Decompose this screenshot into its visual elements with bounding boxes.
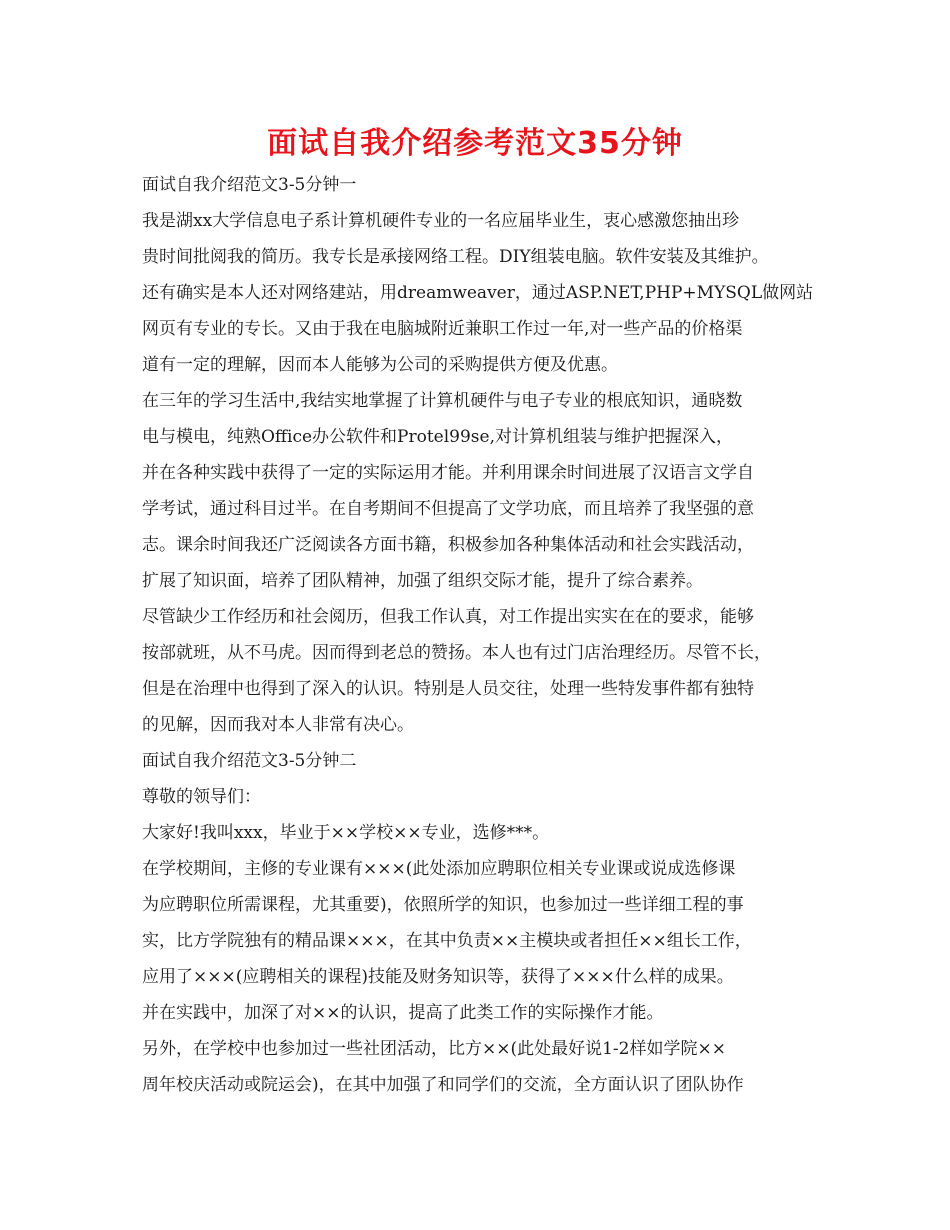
text-line: 尊敬的领导们： bbox=[142, 787, 261, 807]
text-line: 按部就班，从不马虎。因而得到老总的赞扬。本人也有过门店治理经历。尽管不长， bbox=[142, 643, 771, 663]
text-line: 面试自我介绍范文3-5分钟一 bbox=[142, 175, 357, 195]
text-line: 大家好!我叫xxx，毕业于××学校××专业，选修***。 bbox=[142, 823, 550, 843]
text-line: 但是在治理中也得到了深入的认识。特别是人员交往，处理一些特发事件都有独特 bbox=[142, 679, 754, 699]
text-line: 周年校庆活动或院运会)，在其中加强了和同学们的交流，全方面认识了团队协作 bbox=[142, 1075, 744, 1095]
text-line: 志。课余时间我还广泛阅读各方面书籍，积极参加各种集体活动和社会实践活动， bbox=[142, 535, 754, 555]
text-line: 贵时间批阅我的简历。我专长是承接网络工程。DIY组装电脑。软件安装及其维护。 bbox=[142, 247, 769, 267]
text-line: 为应聘职位所需课程，尤其重要)，依照所学的知识，也参加过一些详细工程的事 bbox=[142, 895, 744, 915]
text-line: 我是湖xx大学信息电子系计算机硬件专业的一名应届毕业生，衷心感激您抽出珍 bbox=[142, 211, 740, 231]
text-line: 道有一定的理解，因而本人能够为公司的采购提供方便及优惠。 bbox=[142, 355, 618, 375]
text-line: 实，比方学院独有的精品课×××，在其中负责××主模块或者担任××组长工作， bbox=[142, 931, 752, 951]
document-title: 面试自我介绍参考范文35分钟 bbox=[267, 126, 683, 161]
text-line: 扩展了知识面，培养了团队精神，加强了组织交际才能，提升了综合素养。 bbox=[142, 571, 703, 591]
text-line: 的见解，因而我对本人非常有决心。 bbox=[142, 715, 414, 735]
text-line: 并在实践中，加深了对××的认识，提高了此类工作的实际操作才能。 bbox=[142, 1003, 664, 1023]
document-body bbox=[142, 168, 842, 1104]
text-line: 面试自我介绍范文3-5分钟二 bbox=[142, 751, 357, 771]
text-line: 尽管缺少工作经历和社会阅历，但我工作认真，对工作提出实实在在的要求，能够 bbox=[142, 607, 754, 627]
text-line: 网页有专业的专长。又由于我在电脑城附近兼职工作过一年,对一些产品的价格渠 bbox=[142, 319, 743, 339]
text-line: 在三年的学习生活中,我结实地掌握了计算机硬件与电子专业的根底知识，通晓数 bbox=[142, 391, 743, 411]
text-line: 电与模电，纯熟Office办公软件和Protel99se,对计算机组装与维护把握深入， bbox=[142, 427, 733, 447]
text-line: 学考试，通过科目过半。在自考期间不但提高了文学功底，而且培养了我坚强的意 bbox=[142, 499, 754, 519]
text-line: 应用了×××(应聘相关的课程)技能及财务知识等，获得了×××什么样的成果。 bbox=[142, 967, 734, 987]
text-line: 另外，在学校中也参加过一些社团活动，比方××(此处最好说1-2样如学院×× bbox=[142, 1039, 726, 1059]
text-line: 还有确实是本人还对网络建站，用dreamweaver，通过ASP.NET,PHP+MYSQL做网站 bbox=[142, 283, 814, 303]
text-line: 在学校期间，主修的专业课有×××(此处添加应聘职位相关专业课或说成选修课 bbox=[142, 859, 736, 879]
text-line: 并在各种实践中获得了一定的实际运用才能。并利用课余时间进展了汉语言文学自 bbox=[142, 463, 754, 483]
